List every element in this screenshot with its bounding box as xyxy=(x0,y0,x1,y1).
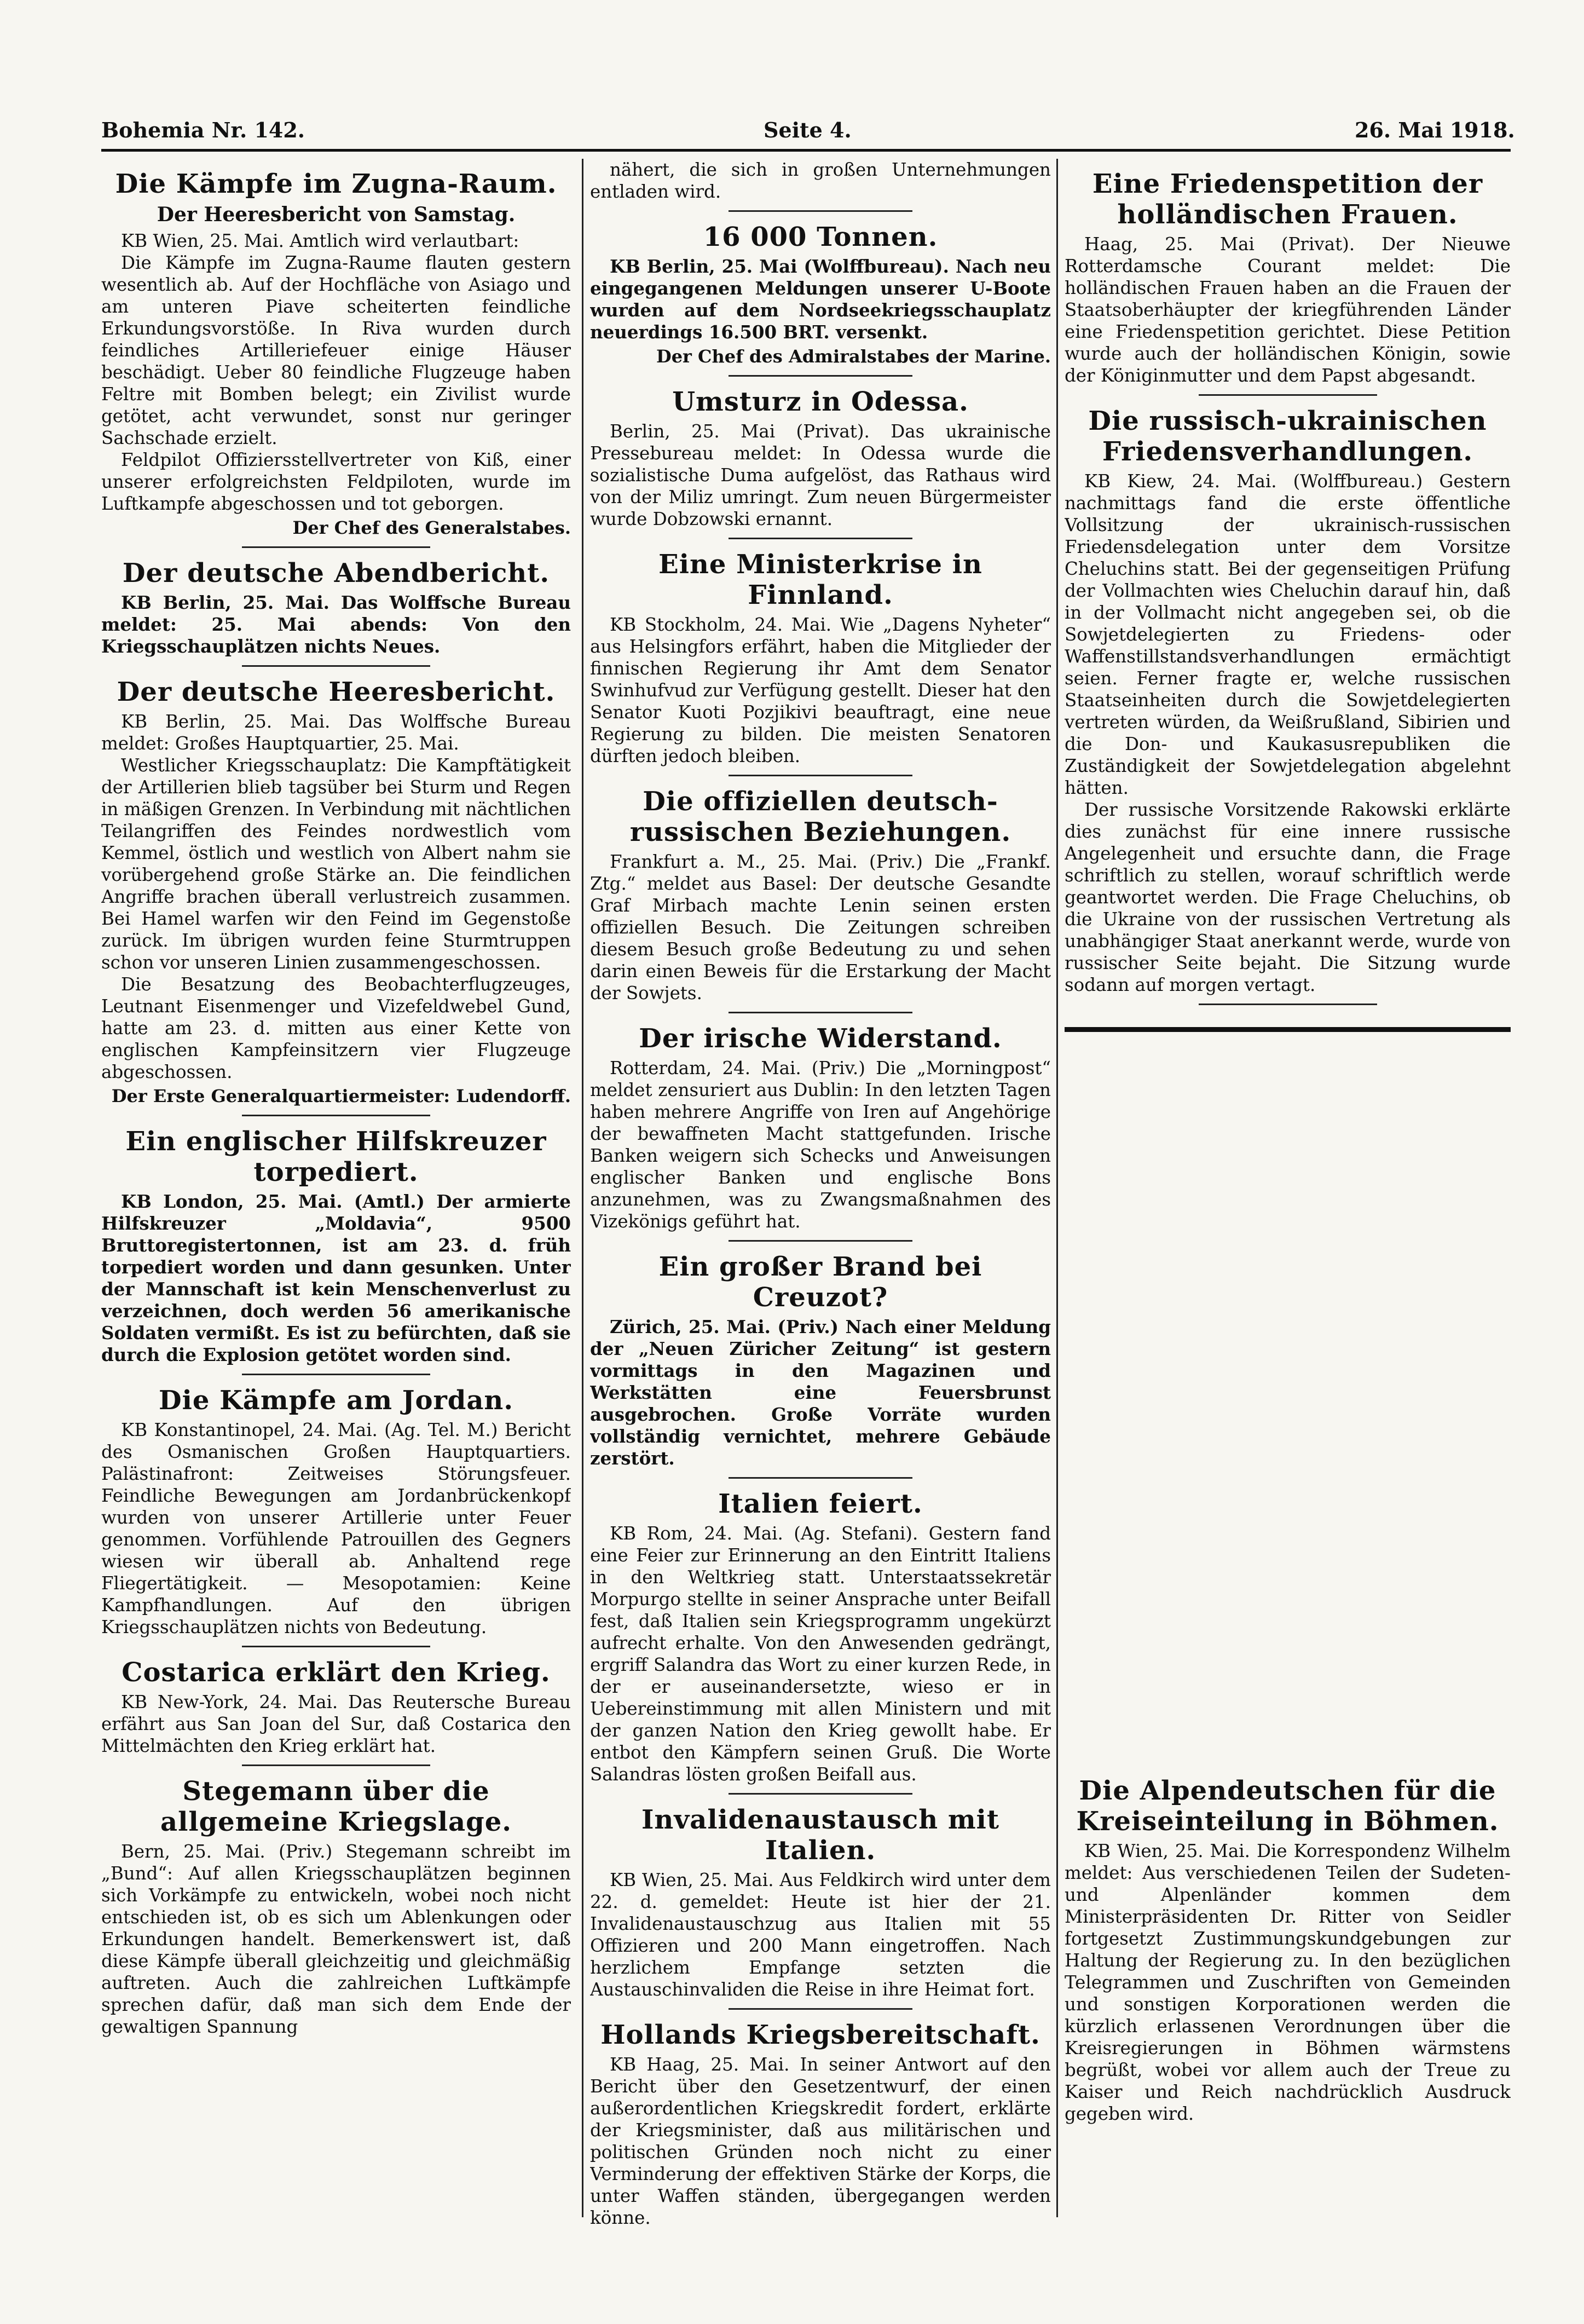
article xyxy=(1065,169,1511,387)
article-separator xyxy=(729,538,913,539)
article-paragraph: KB Wien, 25. Mai. Amtlich wird verlautbart: xyxy=(121,230,519,251)
column-rule-1 xyxy=(582,159,583,2217)
article xyxy=(590,159,1051,203)
article-paragraph: Bern, 25. Mai. (Priv.) Stegemann schreibt im „Bund“: Auf allen Kriegsschauplätzen beginnen sich Vorkämpfe zu entwickeln, wobei noch nicht entschieden ist, ob es sich um Ablenkungen oder Erkundungen handelt. Bemerkenswert ist, daß diese Kämpfe überall gleichzeitig und gleichmäßig auftreten. Auch die zahlreichen Luftkämpfe sprechen dafür, daß man sich dem Ende der gewaltigen Spannung xyxy=(101,1841,571,2037)
article-headline: Der deutsche Abendbericht. xyxy=(122,558,550,589)
article xyxy=(101,1385,571,1638)
article-paragraph: KB Wien, 25. Mai. Aus Feldkirch wird unter dem 22. d. gemeldet: Heute ist hier der 21. Invalidenaustauschzug aus Italien mit 55 Offizieren und 200 Mann eingetroffen. Nach herzlichem Empfange setzten die Austauschinvaliden die Reise in ihre Heimat fort. xyxy=(590,1870,1051,2000)
article-separator xyxy=(242,1764,430,1766)
article-headline: Eine Ministerkrise in Finnland. xyxy=(658,549,982,610)
article-paragraph: Die Kämpfe im Zugna-Raume flauten gestern wesentlich ab. Auf der Hochfläche von Asiago und am unteren Piave scheiterten feindliche Erkundungsvorstöße. In Riva wurden durch feindliches Artilleriefeuer einige Häuser beschädigt. Ueber 80 feindliche Flugzeuge haben Feltre mit Bomben belegt; ein Zivilist wurde getötet, acht verwundet, sonst nur geringer Sachschade erzielt. xyxy=(101,252,571,448)
article-separator xyxy=(242,665,430,667)
article xyxy=(590,1489,1051,1785)
article-signature: Der Chef des Generalstabes. xyxy=(292,517,571,538)
article-headline: 16 000 Tonnen. xyxy=(703,222,938,252)
article-separator xyxy=(729,1477,913,1479)
article-separator xyxy=(1199,1004,1377,1005)
article-paragraph: KB Stockholm, 24. Mai. Wie „Dagens Nyheter“ aus Helsingfors erfährt, haben die Mitglieder der finnischen Regierung ihr Amt dem Senator Swinhufvud zur Verfügung gestellt. Dieser hat den Senator Kuoti Pozjikivi beauftragt, eine neue Regierung zu bilden. Die meisten Senatoren dürften jedoch bleiben. xyxy=(590,614,1051,766)
article-paragraph: KB London, 25. Mai. (Amtl.) Der armierte Hilfskreuzer „Moldavia“, 9500 Bruttoregistertonnen, ist am 23. d. früh torpediert worden und dann gesunken. Unter der Mannschaft ist kein Menschenverlust zu verzeichnen, doch werden 56 amerikanische Soldaten vermißt. Es ist zu befürchten, daß sie durch die Explosion getötet worden sind. xyxy=(101,1191,571,1365)
article-subheadline: Der Heeresbericht von Samstag. xyxy=(157,203,516,226)
article-paragraph: Rotterdam, 24. Mai. (Priv.) Die „Morningpost“ meldet zensuriert aus Dublin: In den letzten Tagen haben mehrere Angriffe von Iren auf Angehörige der bewaffneten Macht stattgefunden. Irische Banken weigern sich Schecks und Anweisungen englischer Banken und englische Bons anzunehmen, was zu Zwangsmaßnahmen des Vizekönigs geführt hat. xyxy=(590,1058,1051,1232)
column-2 xyxy=(590,159,1051,2294)
article-headline: Die russisch-ukrainischen Friedensverhandlungen. xyxy=(1088,406,1487,467)
article xyxy=(590,1252,1051,1469)
article-paragraph: Feldpilot Offiziersstellvertreter von Kiß, einer unserer erfolgreichsten Feldpiloten, wurde im Luftkampfe abgeschossen und tot geborgen. xyxy=(101,449,571,514)
article-headline: Die Alpendeutschen für die Kreiseinteilung in Böhmen. xyxy=(1076,1775,1499,1837)
article xyxy=(101,558,571,658)
column-3 xyxy=(1065,159,1511,2294)
article xyxy=(101,169,571,539)
article-paragraph: KB Berlin, 25. Mai. Das Wolffsche Bureau meldet: 25. Mai abends: Von den Kriegsschauplätzen nichts Neues. xyxy=(101,592,571,657)
article-headline: Eine Friedenspetition der holländischen Frauen. xyxy=(1092,169,1483,230)
article-signature: Der Erste Generalquartiermeister: Ludendorff. xyxy=(111,1086,571,1106)
article-paragraph: Die Besatzung des Beobachterflugzeuges, Leutnant Eisenmenger und Vizefeldwebel Gund, hatte am 23. d. mitten aus einer Kette von englischen Kampfeinsitzern vier Flugzeuge abgeschossen. xyxy=(101,974,571,1082)
article-headline: Der irische Widerstand. xyxy=(639,1023,1002,1054)
article-separator xyxy=(1199,394,1377,396)
article xyxy=(590,549,1051,767)
article-paragraph: KB New-York, 24. Mai. Das Reutersche Bureau erfährt aus San Joan del Sur, daß Costarica den Mittelmächten den Krieg erklärt hat. xyxy=(101,1692,571,1756)
article-headline: Stegemann über die allgemeine Kriegslage. xyxy=(160,1776,512,1837)
article xyxy=(101,1776,571,2038)
article-headline: Italien feiert. xyxy=(718,1489,923,1519)
article-headline: Invalidenaustausch mit Italien. xyxy=(641,1804,1000,1866)
article-separator xyxy=(729,1793,913,1795)
article-headline: Ein großer Brand bei Creuzot? xyxy=(658,1252,982,1313)
column-1 xyxy=(101,159,571,2294)
article-paragraph: nähert, die sich in großen Unternehmungen entladen wird. xyxy=(590,159,1051,202)
article-separator xyxy=(729,1240,913,1242)
article-headline: Umsturz in Odessa. xyxy=(672,387,969,417)
article-paragraph: Westlicher Kriegsschauplatz: Die Kampftätigkeit der Artillerien blieb tagsüber bei Sturm und Regen in mäßigen Grenzen. In Verbindung mit nächtlichen Teilangriffen des Feindes nordwestlich vom Kemmel, östlich und westlich von Albert nahm sie vorübergehend große Stärke an. Die feindlichen Angriffe brachen überall verlustreich zusammen. Bei Hamel warfen wir den Feind im Gegenstoße zurück. Im übrigen wurden feine Sturmtruppen schon vor unseren Linien zusammengeschossen. xyxy=(101,755,571,973)
article-headline: Costarica erklärt den Krieg. xyxy=(122,1657,551,1688)
article-separator xyxy=(242,1115,430,1116)
header-rule xyxy=(101,149,1511,152)
header-left: Bohemia Nr. 142. xyxy=(101,118,305,142)
article-paragraph: KB Berlin, 25. Mai. Das Wolffsche Bureau meldet: Großes Hauptquartier, 25. Mai. xyxy=(101,711,571,754)
column-rule-2 xyxy=(1056,159,1058,2217)
header-center: Seite 4. xyxy=(764,118,852,142)
article-separator xyxy=(242,1646,430,1647)
article xyxy=(101,1126,571,1366)
article-paragraph: KB Wien, 25. Mai. Die Korrespondenz Wilhelm meldet: Aus verschiedenen Teilen der Sudeten- und Alpenländer kommen dem Ministerpräsidenten Dr. Ritter von Seidler fortgesetzt Zustimmungskundgebungen zur Haltung der Regierung zu. In den bezüglichen Telegrammen und Zuschriften von Gemeinden und sonstigen Korporationen werden die kürzlich erlassenen Verordnungen über die Kreisregierungen in Böhmen wärmstens begrüßt, wobei vor allem auch der Treue zu Kaiser und Reich nachdrücklich Ausdruck gegeben wird. xyxy=(1065,1841,1511,2124)
article-separator xyxy=(729,775,913,776)
article-separator xyxy=(729,210,913,212)
article xyxy=(1065,406,1511,996)
article xyxy=(1065,1775,1511,2125)
header-right: 26. Mai 1918. xyxy=(1355,118,1515,142)
article-separator xyxy=(729,1012,913,1013)
article-separator xyxy=(729,375,913,377)
article xyxy=(590,222,1051,367)
article xyxy=(590,1023,1051,1232)
article-headline: Ein englischer Hilfskreuzer torpediert. xyxy=(125,1126,547,1187)
article xyxy=(101,1657,571,1757)
article-headline: Der deutsche Heeresbericht. xyxy=(117,677,556,707)
article-separator xyxy=(242,546,430,548)
article xyxy=(590,2020,1051,2229)
article xyxy=(590,1804,1051,2000)
article-paragraph: KB Berlin, 25. Mai (Wolffbureau). Nach neu eingegangenen Meldungen unserer U-Boote wurden auf dem Nordseekriegsschauplatz neuerdings 16.500 BRT. versenkt. xyxy=(590,256,1051,343)
article-paragraph: KB Kiew, 24. Mai. (Wolffbureau.) Gestern nachmittags fand die erste öffentliche Vollsitzung der ukrainisch-russischen Friedensdelegation unter dem Vorsitze Cheluchins statt. Bei der gegenseitigen Prüfung der Vollmachten wies Cheluchin darauf hin, daß in der Vollmacht nicht angegeben sei, ob die Sowjetdelegierten zu Friedens- oder Waffenstillstandsverhandlungen ermächtigt seien. Ferner fragte er, welche russischen Staatseinheiten durch die Sowjetdelegierten vertreten würden, da Weißrußland, Sibirien und die Don- und Kaukasusrepubliken die Zuständigkeit der Sowjetdelegation abgelehnt hätten. xyxy=(1065,471,1511,798)
article-headline: Die offiziellen deutsch-russischen Beziehungen. xyxy=(629,786,1011,847)
article-paragraph: Frankfurt a. M., 25. Mai. (Priv.) Die „Frankf. Ztg.“ meldet aus Basel: Der deutsche Gesandte Graf Mirbach machte Lenin seinen ersten offiziellen Besuch. Die Zeitungen schreiben diesem Besuch große Bedeutung zu und sehen darin einen Beweis für die Erstarkung der Macht der Sowjets. xyxy=(590,851,1051,1004)
article-signature: Der Chef des Admiralstabes der Marine. xyxy=(656,346,1051,367)
article-paragraph: Haag, 25. Mai (Privat). Der Nieuwe Rotterdamsche Courant meldet: Die holländischen Frauen haben an die Frauen der Staatsoberhäupter der kriegführenden Länder eine Friedenspetition gerichtet. Diese Petition wurde auch der holländischen Königin, sowie der Königinmutter und dem Papst abgesandt. xyxy=(1065,234,1511,386)
article-headline: Die Kämpfe im Zugna-Raum. xyxy=(115,169,557,199)
article xyxy=(590,387,1051,530)
article-headline: Die Kämpfe am Jordan. xyxy=(158,1385,514,1416)
article xyxy=(590,786,1051,1004)
article-headline: Hollands Kriegsbereitschaft. xyxy=(600,2020,1040,2050)
article-paragraph: KB Haag, 25. Mai. In seiner Antwort auf den Bericht über den Gesetzentwurf, der einen außerordentlichen Kriegskredit fordert, erklärte der Kriegsminister, daß aus militärischen und politischen Gründen noch nicht zu einer Verminderung der effektiven Stärke der Korps, die unter Waffen ständen, übergegangen werden könne. xyxy=(590,2054,1051,2228)
article-paragraph: Der russische Vorsitzende Rakowski erklärte dies zunächst für eine innere russische Angelegenheit und ersuchte dann, die Frage schriftlich zu stellen, worauf schriftlich werde geantwortet werden. Die Frage Cheluchins, ob die Ukraine von der russischen Vertretung als unabhängiger Staat anerkannt werde, wurde von russischer Seite bejaht. Die Sitzung wurde sodann auf morgen vertagt. xyxy=(1065,799,1511,995)
article xyxy=(101,677,571,1107)
article-paragraph: KB Rom, 24. Mai. (Ag. Stefani). Gestern fand eine Feier zur Erinnerung an den Eintritt Italiens in den Weltkrieg statt. Unterstaatssekretär Morpurgo stellte in seiner Ansprache unter Beifall fest, daß Italien sein Kriegsprogramm ungekürzt aufrecht erhalte. Von den Anwesenden gedrängt, ergriff Salandra das Wort zu einer kurzen Rede, in der er auseinandersetzte, wieso er in Uebereinstimmung mit allen Ministern und mit der ganzen Nation den Krieg gewollt habe. Er entbot den Kämpfern seinen Gruß. Die Worte Salandras lösten großen Beifall aus. xyxy=(590,1523,1051,1785)
blank-space xyxy=(1065,1054,1511,1766)
article-paragraph: KB Konstantinopel, 24. Mai. (Ag. Tel. M.) Bericht des Osmanischen Großen Hauptquartiers. Palästinafront: Zeitweises Störungsfeuer. Feindliche Bewegungen am Jordanbrückenkopf wurden von unserer Artillerie unter Feuer genommen. Vorfühlende Patrouillen des Gegners wiesen wir überall ab. Anhaltend rege Fliegertätigkeit. — Mesopotamien: Keine Kampfhandlungen. Auf den übrigen Kriegsschauplätzen nichts von Bedeutung. xyxy=(101,1420,571,1637)
article-separator xyxy=(729,2008,913,2010)
article-paragraph: Berlin, 25. Mai (Privat). Das ukrainische Pressebureau meldet: In Odessa wurde die sozialistische Duma aufgelöst, das Rathaus wird von der Miliz umringt. Zum neuen Bürgermeister wurde Dobzowski ernannt. xyxy=(590,421,1051,529)
article-paragraph: Zürich, 25. Mai. (Priv.) Nach einer Meldung der „Neuen Züricher Zeitung“ ist gestern vormittags in den Magazinen und Werkstätten eine Feuersbrunst ausgebrochen. Große Vorräte wurden vollständig vernichtet, mehrere Gebäude zerstört. xyxy=(590,1316,1051,1469)
section-divider xyxy=(1065,1027,1511,1032)
article-separator xyxy=(242,1374,430,1375)
